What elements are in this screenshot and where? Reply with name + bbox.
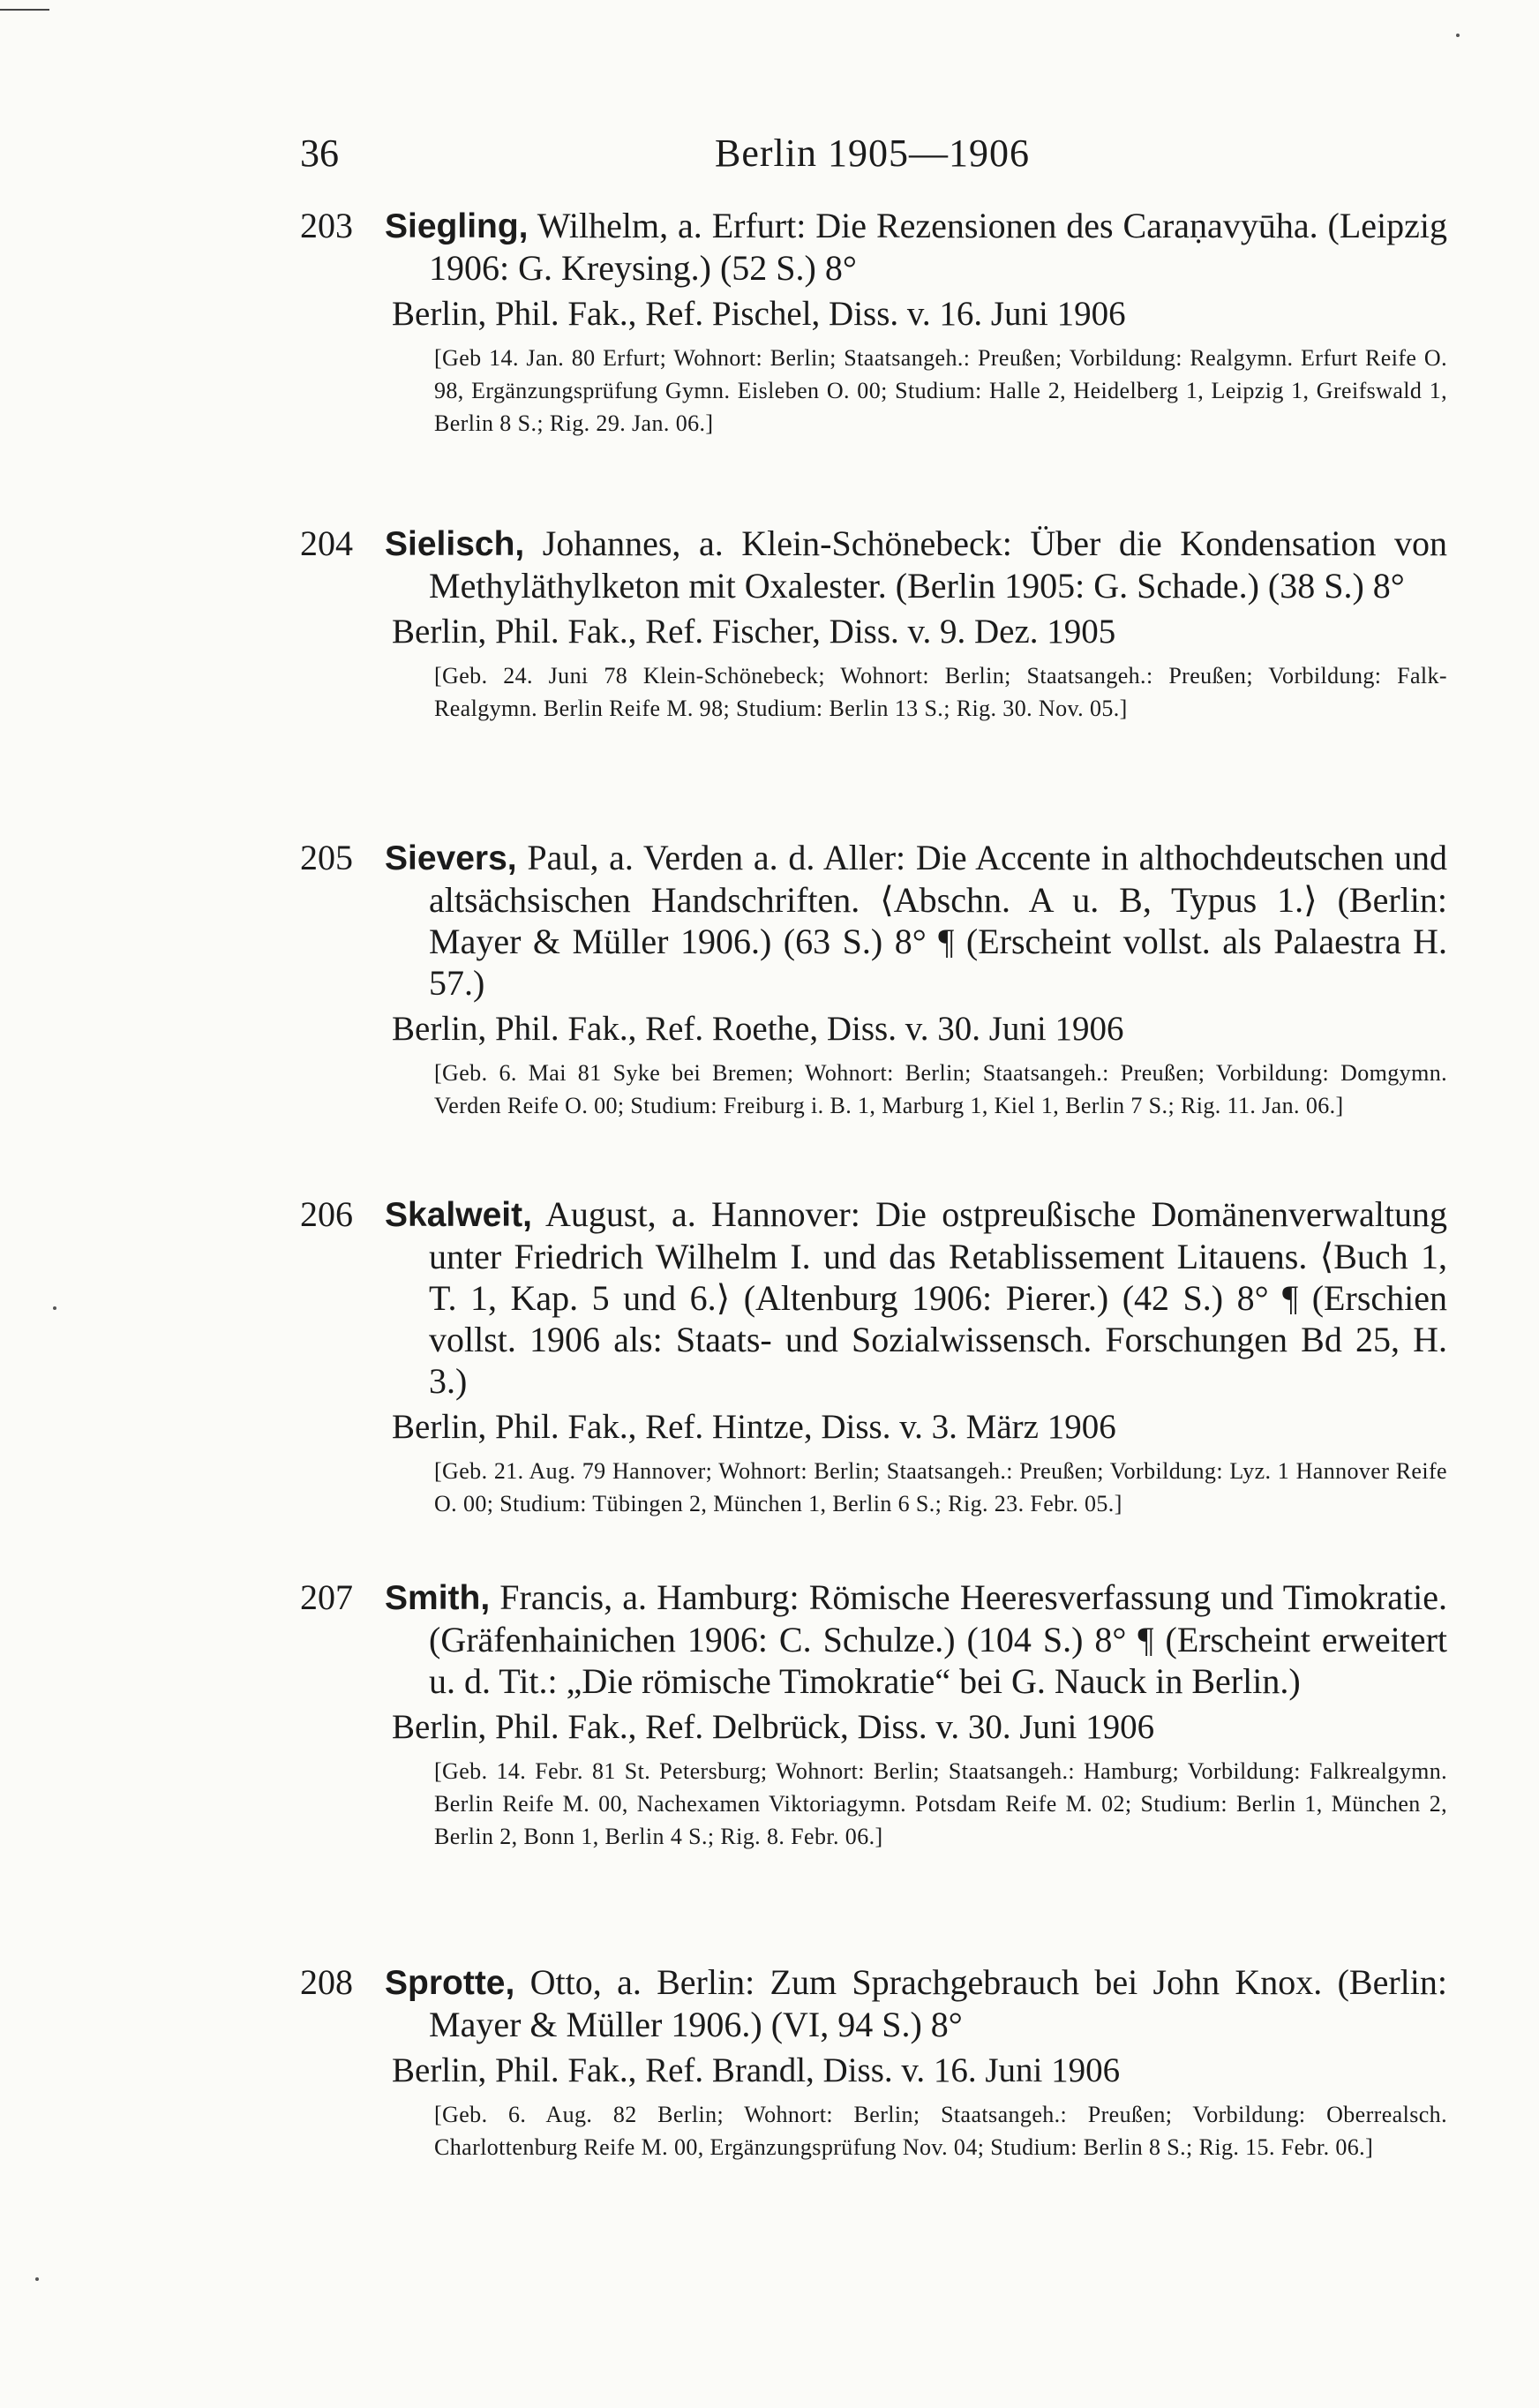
entry-title	[385, 837, 1447, 1004]
author-name: Sielisch,	[385, 525, 525, 563]
entry-205	[300, 837, 1447, 1122]
faculty-line: Berlin, Phil. Fak., Ref. Hintze, Diss. v. 3. März 1906	[392, 1408, 1116, 1446]
entry-204	[300, 523, 1447, 725]
author-name: Siegling,	[385, 207, 529, 245]
entry-number: 208	[300, 1962, 353, 2002]
entry-title	[385, 523, 1447, 606]
entry-203	[300, 205, 1447, 440]
biography: [Geb. 6. Mai 81 Syke bei Bremen; Wohnort: Berlin; Staatsangeh.: Preußen; Vorbildung: Domgymn. Verden Reife O. 00; Studium: Freiburg i. B. 1, Marburg 1, Kiel 1, Berlin 7 S.; Rig. 11. Jan. 06.]	[434, 1060, 1447, 1118]
author-name: Sievers,	[385, 839, 517, 877]
running-title: Berlin 1905—1906	[715, 132, 1030, 175]
entry-title	[385, 1193, 1447, 1402]
entry-208	[300, 1961, 1447, 2163]
entry-206	[300, 1193, 1447, 1520]
entry-title	[385, 1576, 1447, 1702]
page-number: 36	[300, 132, 339, 175]
faculty-line: Berlin, Phil. Fak., Ref. Roethe, Diss. v. 30. Juni 1906	[392, 1010, 1124, 1048]
biography: [Geb. 21. Aug. 79 Hannover; Wohnort: Berlin; Staatsangeh.: Preußen; Vorbildung: Lyz. 1 Hannover Reife O. 00; Studium: Tübingen 2, München 1, Berlin 6 S.; Rig. 23. Febr. 05.]	[434, 1458, 1447, 1516]
faculty-line: Berlin, Phil. Fak., Ref. Brandl, Diss. v. 16. Juni 1906	[392, 2051, 1121, 2089]
entry-number: 206	[300, 1194, 353, 1234]
title-text: Otto, a. Berlin: Zum Sprachgebrauch bei John Knox. (Berlin: Mayer & Müller 1906.) (VI, 94 S.) 8°	[429, 1962, 1447, 2044]
title-text: August, a. Hannover: Die ostpreußische Domänenverwaltung unter Friedrich Wilhelm I. und das Retablissement Litauens. ⟨Buch 1, T. 1, Kap. 5 und 6.⟩ (Altenburg 1906: Pierer.) (42 S.) 8° ¶ (Erschien vollst. 1906 als: Staats- und Sozialwissensch. Forschungen Bd 25, H. 3.)	[429, 1194, 1447, 1401]
title-text: Wilhelm, a. Erfurt: Die Rezensionen des Caraṇavyūha. (Leipzig 1906: G. Kreysing.) (52 S.) 8°	[429, 206, 1447, 288]
author-name: Skalweit,	[385, 1196, 532, 1234]
entry-title	[385, 1961, 1447, 2045]
biography: [Geb 14. Jan. 80 Erfurt; Wohnort: Berlin; Staatsangeh.: Preußen; Vorbildung: Realgymn. Erfurt Reife O. 98, Ergänzungsprüfung Gymn. Eisleben O. 00; Studium: Halle 2, Heidelberg 1, Leipzig 1, Greifswald 1, Berlin 8 S.; Rig. 29. Jan. 06.]	[434, 345, 1447, 436]
entry-title	[385, 205, 1447, 289]
scan-speck	[35, 2277, 39, 2281]
biography: [Geb. 6. Aug. 82 Berlin; Wohnort: Berlin; Staatsangeh.: Preußen; Vorbildung: Oberrealsch. Charlottenburg Reife M. 00, Ergänzungsprüfung Nov. 04; Studium: Berlin 8 S.; Rig. 15. Febr. 06.]	[434, 2102, 1447, 2160]
title-text: Paul, a. Verden a. d. Aller: Die Accente in althochdeutschen und altsächsischen Handschriften. ⟨Abschn. A u. B, Typus 1.⟩ (Berlin: Mayer & Müller 1906.) (63 S.) 8° ¶ (Erscheint vollst. als Palaestra H. 57.)	[429, 838, 1447, 1003]
entry-number: 204	[300, 523, 353, 563]
title-text: Francis, a. Hamburg: Römische Heeresverfassung und Timokratie. (Gräfenhainichen 1906: C. Schulze.) (104 S.) 8° ¶ (Erscheint erweitert u. d. Tit.: „Die römische Timokratie“ bei G. Nauck in Berlin.)	[429, 1577, 1447, 1701]
biography: [Geb. 24. Juni 78 Klein-Schönebeck; Wohnort: Berlin; Staatsangeh.: Preußen; Vorbildung: Falk-Realgymn. Berlin Reife M. 98; Studium: Berlin 13 S.; Rig. 30. Nov. 05.]	[434, 663, 1447, 721]
page-header	[300, 131, 1447, 184]
entry-number: 207	[300, 1577, 353, 1617]
scan-speck	[1456, 34, 1460, 37]
scan-edge-line	[0, 9, 49, 11]
entry-207	[300, 1576, 1447, 1853]
entry-number: 205	[300, 838, 353, 877]
faculty-line: Berlin, Phil. Fak., Ref. Pischel, Diss. v. 16. Juni 1906	[392, 295, 1126, 333]
scan-speck	[53, 1306, 56, 1310]
title-text: Johannes, a. Klein-Schönebeck: Über die Kondensation von Methyläthylketon mit Oxalester. (Berlin 1905: G. Schade.) (38 S.) 8°	[429, 523, 1447, 606]
faculty-line: Berlin, Phil. Fak., Ref. Fischer, Diss. v. 9. Dez. 1905	[392, 613, 1116, 651]
faculty-line: Berlin, Phil. Fak., Ref. Delbrück, Diss. v. 30. Juni 1906	[392, 1708, 1155, 1746]
author-name: Sprotte,	[385, 1964, 515, 2002]
author-name: Smith,	[385, 1579, 491, 1617]
entry-number: 203	[300, 206, 353, 245]
biography: [Geb. 14. Febr. 81 St. Petersburg; Wohnort: Berlin; Staatsangeh.: Hamburg; Vorbildung: Falkrealgymn. Berlin Reife M. 00, Nachexamen Viktoriagymn. Potsdam Reife M. 02; Studium: Berlin 1, München 2, Berlin 2, Bonn 1, Berlin 4 S.; Rig. 8. Febr. 06.]	[434, 1758, 1447, 1849]
